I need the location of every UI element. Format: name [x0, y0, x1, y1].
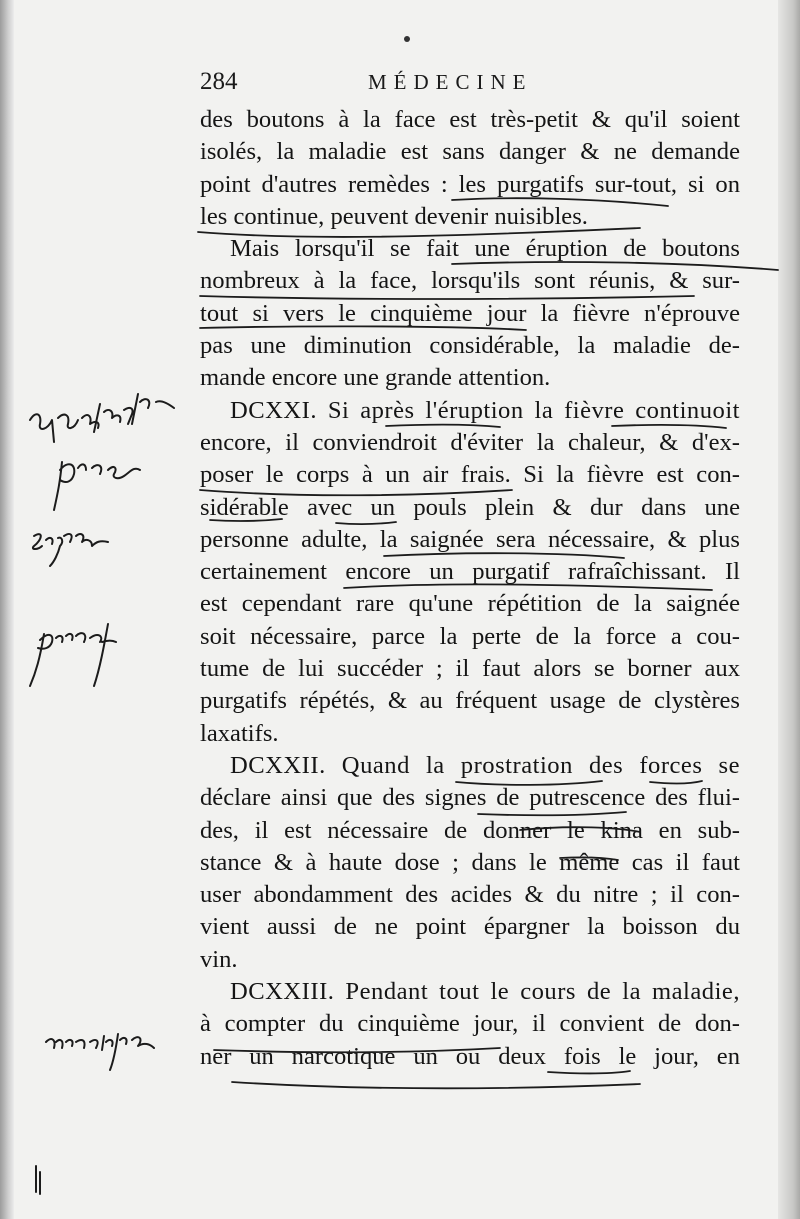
text-line: pas une diminution considérable, la maladie de-	[200, 332, 740, 360]
body-text	[200, 104, 740, 1073]
margin-note-4-text	[34, 650, 87, 665]
text-line: tume de lui succéder ; il faut alors se borner aux	[200, 655, 740, 683]
margin-note-1-text	[30, 400, 135, 415]
page-number: 284	[200, 68, 238, 95]
text-line: les continue, peuvent devenir nuisibles.	[200, 202, 588, 230]
text-line: des boutons à la face est très-petit & qu'il soient	[200, 106, 740, 133]
margin-note-2-text	[60, 470, 89, 485]
section-dcxxiii-line: DCXXIII. Pendant tout le cours de la maladie,	[230, 978, 740, 1006]
text-line: vient aussi de ne point épargner la boisson du	[200, 913, 740, 941]
text-line: poser le corps à un air frais. Si la fièvre est con-	[200, 461, 740, 489]
page-fore-edge	[778, 0, 800, 1219]
text-line: déclare ainsi que des signes de putrescence des flui-	[200, 784, 740, 812]
text-line: laxatifs.	[200, 719, 279, 747]
text-line: ner un narcotique un ou deux fois le jour, en	[200, 1042, 740, 1070]
text-line: encore, il conviendroit d'éviter la chaleur, & d'ex-	[200, 428, 740, 456]
text-line: tout si vers le cinquième jour la fièvre n'éprouve	[200, 299, 740, 327]
text-line: mande encore une grande attention.	[200, 364, 551, 392]
text-line: à compter du cinquième jour, il convient de don-	[200, 1010, 740, 1038]
paragraph-start-line: Mais lorsqu'il se fait une éruption de boutons	[230, 235, 740, 263]
margin-notes	[0, 0, 200, 1219]
margin-note-3-text	[34, 540, 85, 555]
text-line: stance & à haute dose ; dans le même cas il faut	[200, 848, 740, 876]
text-line: purgatifs répétés, & au fréquent usage de clystères	[200, 687, 740, 715]
text-line: personne adulte, la saignée sera nécessaire, & plus	[200, 525, 740, 553]
text-line: isolés, la maladie est sans danger & ne demande	[200, 138, 740, 166]
margin-note-5-text	[46, 1036, 117, 1051]
text-line: des, il est nécessaire de donner le kina en sub-	[200, 816, 740, 844]
running-title: MÉDECINE	[368, 70, 533, 94]
underline-narcotique	[232, 1082, 640, 1088]
text-line: soit nécessaire, parce la perte de la force a cou-	[200, 622, 740, 650]
text-line: sidérable avec un pouls plein & dur dans une	[200, 493, 740, 521]
section-dcxxii-line: DCXXII. Quand la prostration des forces se	[230, 751, 740, 779]
text-line: certainement encore un purgatif rafraîchissant. Il	[200, 558, 740, 586]
section-dcxxi-line: DCXXI. Si après l'éruption la fièvre continuoit	[230, 396, 740, 424]
text-line: nombreux à la face, lorsqu'ils sont réunis, & sur-	[200, 267, 740, 295]
text-line: user abondamment des acides & du nitre ; il con-	[200, 881, 740, 909]
text-line: vin.	[200, 945, 238, 973]
ink-spot	[404, 36, 410, 42]
text-line: est cependant rare qu'une répétition de la saignée	[200, 590, 740, 618]
margin-tick-mark	[36, 1166, 40, 1194]
text-line: point d'autres remèdes : les purgatifs sur-tout, si on	[200, 170, 740, 198]
running-head	[200, 68, 740, 106]
